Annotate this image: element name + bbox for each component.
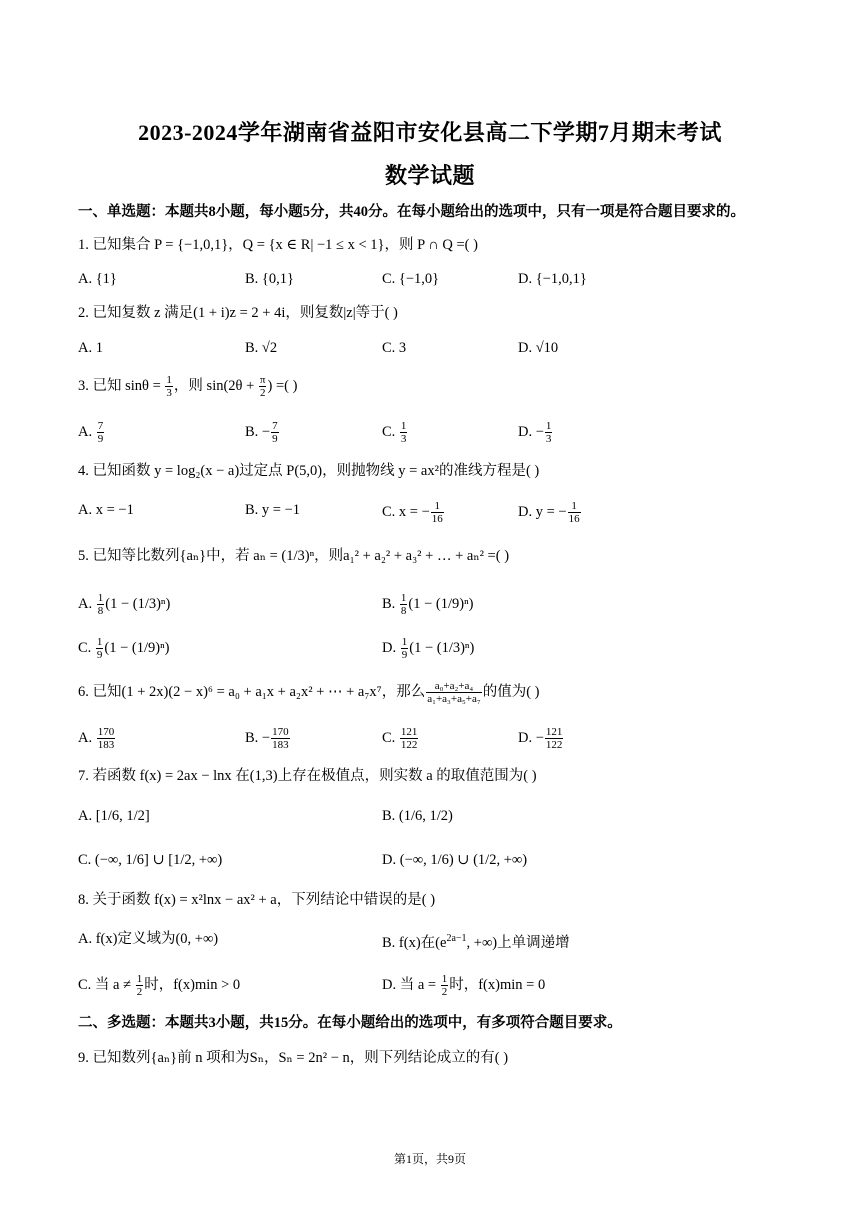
q7-option-d: D. (−∞, 1/6) ∪ (1/2, +∞)	[382, 852, 528, 868]
q7-option-c: C. (−∞, 1/6] ∪ [1/2, +∞)	[78, 852, 223, 868]
q5-option-c: C. $\frac{1}{9}$ (1 − (1/9)ⁿ)	[78, 636, 170, 661]
page-footer: 第1页，共9页	[393, 1152, 466, 1166]
q8-option-d: D. 当 a = $\frac{1}{2}$ 时，f(x)min = 0	[382, 973, 546, 998]
q2-option-d: D. √10	[518, 340, 559, 356]
q3-option-a: A. $\frac{7}{9}$	[78, 420, 104, 445]
q1-option-a: A. {1}	[78, 271, 117, 287]
q6-option-c: C. $\frac{121}{122}$	[382, 726, 418, 751]
q4-option-b: B. y = −1	[245, 502, 301, 518]
q3-stem-a: 3. 已知 sinθ =	[78, 377, 165, 394]
q5-power: (1/3)ⁿ	[281, 548, 315, 564]
q4-option-d: D. y = − $\frac{1}{16}$	[518, 500, 580, 525]
exam-title: 2023-2024学年湖南省益阳市安化县高二下学期7月期末考试	[138, 120, 722, 145]
q5-option-b: B. $\frac{1}{8}$ (1 − (1/9)ⁿ)	[382, 592, 474, 617]
q6-coef-ratio: $\frac{\text{a₀+a₂+a₄}}{\text{a₁+a₃+a₅+a₇}}$	[427, 680, 481, 705]
q3-frac-pi-2: $\frac{\pi}{2}$	[259, 374, 266, 399]
q2-option-b: B. √2	[245, 340, 278, 356]
q3-option-d: D. − $\frac{1}{3}$	[518, 420, 552, 445]
q2-option-c: C. 3	[382, 340, 407, 356]
q3-stem-b: ，则 sin(2θ +	[173, 377, 258, 394]
question-6: 6. 已知(1 + 2x)(2 − x)⁶ = a₀ + a₁x + a₂x² + ⋯ + a₇x⁷，那么 $\frac{\text{a₀+a₂+a₄}}{\text{a₁+a₃+a₅+a₇}}$ 的值为( )	[78, 680, 540, 705]
question-7: 7. 若函数 f(x) = 2ax − lnx 在(1,3)上存在极值点，则实数 a 的取值范围为( )	[78, 768, 537, 784]
q5-option-a: A. $\frac{1}{8}$ (1 − (1/3)ⁿ)	[78, 592, 171, 617]
q4-option-a: A. x = −1	[78, 502, 134, 518]
q8-option-c: C. 当 a ≠ $\frac{1}{2}$ 时，f(x)min > 0	[78, 973, 241, 998]
q6-option-a: A. $\frac{170}{183}$	[78, 726, 115, 751]
question-4: 4. 已知函数 y = log₂(x − a)过定点 P(5,0)，则抛物线 y = ax²的准线方程是( )	[78, 463, 540, 479]
question-8: 8. 关于函数 f(x) = x²lnx − ax² + a，下列结论中错误的是( )	[78, 892, 436, 908]
q2-option-a: A. 1	[78, 340, 103, 356]
q3-stem-c: ) =( )	[267, 377, 298, 394]
q5-option-d: D. $\frac{1}{9}$ (1 − (1/3)ⁿ)	[382, 636, 475, 661]
q1-option-d: D. {−1,0,1}	[518, 271, 587, 287]
exam-subtitle: 数学试题	[384, 163, 475, 188]
q6-option-d: D. − $\frac{121}{122}$	[518, 726, 563, 751]
question-2: 2. 已知复数 z 满足(1 + i)z = 2 + 4i，则复数|z|等于( )	[78, 305, 398, 321]
q1-option-c: C. {−1,0}	[382, 271, 440, 287]
question-3	[78, 374, 297, 399]
q3-option-b: B. − $\frac{7}{9}$	[245, 420, 278, 445]
section-2-heading: 二、多选题：本题共3小题，共15分。在每小题给出的选项中，有多项符合题目要求。	[78, 1015, 622, 1031]
q3-option-c: C. $\frac{1}{3}$	[382, 420, 407, 445]
q6-option-b: B. − $\frac{170}{183}$	[245, 726, 289, 751]
question-1: 1. 已知集合 P = {−1,0,1}，Q = {x ∈ R| −1 ≤ x < 1}，则 P ∩ Q =( )	[78, 237, 478, 253]
q4-option-c: C. x = − $\frac{1}{16}$	[382, 500, 443, 525]
q8-option-b: B. f(x)在($e^{2a-1}$, +∞)上单调递增	[382, 933, 570, 951]
q1-option-b: B. {0,1}	[245, 271, 294, 287]
question-5: 5. 已知等比数列{aₙ}中，若 aₙ = (1/3)ⁿ，则a₁² + a₂² + a₃² + … + aₙ² =( )	[78, 548, 510, 564]
question-9: 9. 已知数列{aₙ}前 n 项和为Sₙ，Sₙ = 2n² − n，则下列结论成立的有( )	[78, 1050, 509, 1066]
q3-frac-1-3: $\frac{1}{3}$	[166, 374, 172, 399]
q7-option-b: B. (1/6, 1/2)	[382, 808, 453, 824]
section-1-heading: 一、单选题：本题共8小题，每小题5分，共40分。在每小题给出的选项中，只有一项是符合题目要求的。	[78, 204, 745, 220]
q7-option-a: A. [1/6, 1/2]	[78, 808, 150, 824]
q8-option-a: A. f(x)定义域为(0, +∞)	[78, 931, 219, 947]
